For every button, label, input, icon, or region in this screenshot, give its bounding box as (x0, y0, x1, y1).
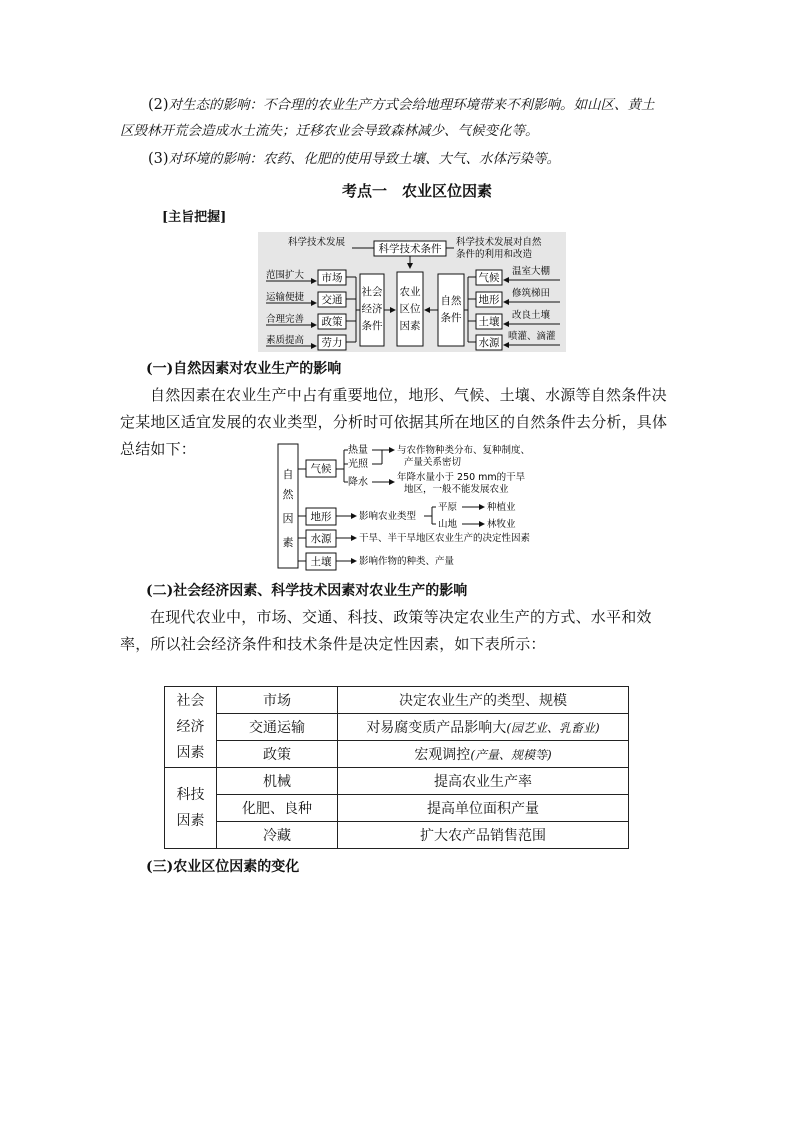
p3-text: 对环境的影响：农药、化肥的使用导致土壤、大气、水体污染等。 (168, 151, 561, 167)
factor-cell: 政策 (217, 741, 338, 768)
water-note: 干旱、半干旱地区农业生产的决定性因素 (359, 533, 531, 544)
left-note-1: 范围扩大 (266, 270, 305, 281)
group-social-economic (165, 687, 217, 768)
group1-line-3: 因素 (176, 745, 205, 761)
section-title: 考点一 农业区位因素 (342, 182, 493, 200)
top-left-note: 科学技术发展 (288, 237, 346, 248)
effect-cell (338, 795, 629, 822)
right-note-2: 修筑梯田 (512, 288, 551, 299)
terrain-label-2: 地形 (310, 511, 332, 523)
root-char-3: 因 (282, 512, 294, 525)
effect-note: (园艺业、乳畜业) (506, 721, 600, 735)
effect-cell (338, 741, 629, 768)
mountain-result: 林牧业 (487, 519, 516, 530)
factor-cell: 机械 (217, 768, 338, 795)
rain-note-b: 地区，一般不能发展农业 (404, 484, 509, 495)
light-label: 光照 (348, 459, 368, 470)
plain-label: 平原 (438, 502, 458, 513)
main-point-label: [主旨把握] (162, 210, 227, 225)
factor-cell: 化肥、良种 (217, 795, 338, 822)
effect-cell (338, 714, 629, 741)
sub1-title: (一)自然因素对农业生产的影响 (146, 361, 342, 377)
terrain-note: 影响农业类型 (359, 511, 417, 522)
intro-paragraph-3 (120, 146, 680, 172)
rain-label: 降水 (348, 477, 368, 488)
policy-label: 政策 (321, 316, 343, 328)
root-box (278, 444, 298, 568)
p2-label: (2) (148, 97, 169, 113)
soil-label-2: 土壤 (310, 556, 332, 568)
p2-text-b: 区毁林开荒会造成水土流失；迁移农业会导致森林减少、气候变化等。 (120, 123, 539, 139)
table-row (165, 795, 629, 822)
center-label-3: 因素 (399, 320, 421, 332)
factor-cell: 交通运输 (217, 714, 338, 741)
natural-condition-box (438, 274, 464, 346)
right-note-4: 喷灌、滴灌 (508, 331, 556, 342)
location-factors-diagram (258, 232, 566, 352)
intro-paragraph-2 (120, 92, 680, 144)
soil-label: 土壤 (478, 316, 500, 328)
root-char-2: 然 (282, 488, 294, 501)
climate-note-b: 产量关系密切 (404, 457, 462, 468)
social-label-2: 经济 (361, 303, 383, 315)
terrain-label: 地形 (478, 294, 500, 306)
left-note-2: 运输便捷 (266, 292, 305, 303)
social-label-3: 条件 (361, 320, 383, 332)
natural-label-1: 自然 (440, 295, 462, 307)
effect-text: 决定农业生产的类型、规模 (399, 693, 567, 709)
rain-note-a: 年降水量小于 250 mm的干旱 (397, 472, 526, 483)
p3-label: (3) (148, 151, 169, 167)
effect-cell (338, 687, 629, 714)
water-label-2: 水源 (310, 533, 332, 545)
effect-note: (产量、规模等) (470, 748, 552, 762)
effect-cell (338, 768, 629, 795)
root-char-1: 自 (282, 468, 294, 481)
transport-label: 交通 (321, 294, 343, 306)
group1-line-1: 社会 (176, 693, 205, 709)
center-label-1: 农业 (399, 286, 421, 298)
group1-line-2: 经济 (176, 719, 205, 735)
table-row (165, 768, 629, 795)
factor-cell: 冷藏 (217, 822, 338, 849)
climate-note-a: 与农作物种类分布、复种制度、 (397, 445, 531, 456)
mountain-label: 山地 (438, 519, 458, 530)
sub2-text: 在现代农业中，市场、交通、科技、政策等决定农业生产的方式、水平和效率，所以社会经济条件和技术条件是决定性因素，如下表所示： (120, 608, 652, 653)
effect-cell (338, 822, 629, 849)
root-char-4: 素 (282, 536, 294, 549)
table-row (165, 714, 629, 741)
group2-line-2: 因素 (176, 813, 205, 829)
soil-note: 影响作物的种类、产量 (359, 556, 455, 567)
right-note-3: 改良土壤 (512, 310, 551, 321)
natural-factors-diagram (276, 440, 566, 572)
effect-text: 对易腐变质产品影响大 (366, 720, 507, 736)
left-note-4: 素质提高 (266, 335, 305, 346)
sub1-text: 自然因素在农业生产中占有重要地位，地形、气候、土壤、水源等自然条件决定某地区适宜发展的农业类型，分析时可依据其所在地区的自然条件去分析，具体总结如下： (120, 386, 668, 458)
group-technology (165, 768, 217, 849)
effect-text: 提高单位面积产量 (427, 801, 539, 817)
effect-text: 宏观调控 (414, 747, 471, 763)
top-right-note-b: 条件的利用和改造 (456, 249, 533, 260)
water-label: 水源 (478, 337, 500, 349)
top-right-note-a: 科学技术发展对自然 (456, 237, 542, 248)
natural-label-2: 条件 (440, 312, 462, 324)
socio-tech-factors-table (164, 686, 629, 849)
tech-condition-label: 科学技术条件 (378, 243, 442, 255)
plain-result: 种植业 (487, 502, 516, 513)
right-note-1: 温室大棚 (512, 266, 551, 277)
market-label: 市场 (321, 272, 343, 284)
sub3-title: (三)农业区位因素的变化 (146, 859, 300, 875)
social-label-1: 社会 (361, 286, 383, 298)
table-row (165, 687, 629, 714)
center-label-2: 区位 (399, 303, 421, 315)
left-note-3: 合理完善 (266, 314, 305, 325)
effect-text: 扩大农产品销售范围 (420, 828, 546, 844)
labor-label: 劳力 (321, 337, 343, 349)
table-row (165, 822, 629, 849)
sub2-title: (二)社会经济因素、科学技术因素对农业生产的影响 (146, 583, 468, 599)
effect-text: 提高农业生产率 (434, 774, 532, 790)
climate-label-2: 气候 (310, 463, 332, 475)
climate-label: 气候 (478, 272, 500, 284)
factor-cell: 市场 (217, 687, 338, 714)
p2-text-a: 对生态的影响：不合理的农业生产方式会给地理环境带来不利影响。如山区、黄土 (168, 97, 655, 113)
table-row (165, 741, 629, 768)
group2-line-1: 科技 (176, 787, 205, 803)
heat-label: 热量 (348, 445, 368, 456)
